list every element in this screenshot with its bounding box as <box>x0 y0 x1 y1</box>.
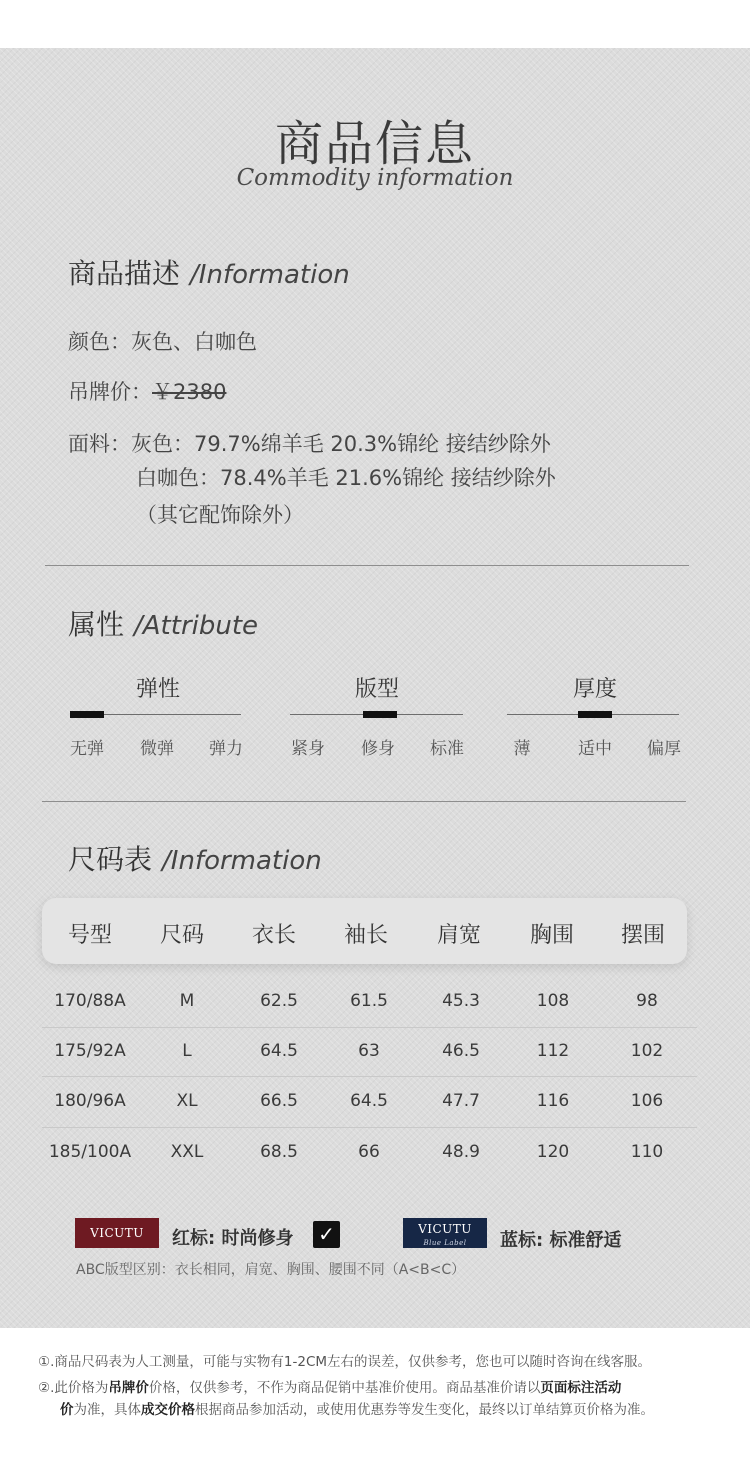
column-header: 袖长 <box>343 923 388 948</box>
table-cell: 110 <box>630 1142 664 1162</box>
table-cell: 170/88A <box>54 991 126 1011</box>
table-cell: 45.3 <box>442 991 480 1011</box>
blue-label-logo <box>403 1218 487 1248</box>
table-cell: 61.5 <box>350 991 388 1011</box>
attr-fit-label: 标准 <box>430 739 464 759</box>
note-emphasis: 价 <box>60 1402 74 1418</box>
table-cell: 66 <box>358 1142 380 1162</box>
description-heading-cn: 商品描述 <box>68 257 181 290</box>
blue-label-logo-text: VICUTU <box>418 1222 472 1236</box>
fabric-gray: 灰色：79.7%绵羊毛 20.3%锦纶 接结纱除外 <box>131 432 551 456</box>
attr-fit-label: 紧身 <box>291 739 325 759</box>
note-emphasis: 吊牌价 <box>108 1380 149 1396</box>
row-divider <box>42 1027 697 1028</box>
price-value: ￥2380 <box>152 380 227 404</box>
note-text: 为准，具体 <box>73 1402 141 1418</box>
table-cell: XXL <box>170 1142 204 1162</box>
size-table-heading <box>68 838 322 878</box>
table-cell: M <box>179 991 195 1011</box>
table-cell: L <box>182 1041 192 1061</box>
size-table-heading-en: /Information <box>162 846 322 876</box>
table-cell: 108 <box>536 991 570 1011</box>
column-header: 尺码 <box>159 923 204 948</box>
table-cell: 120 <box>536 1142 570 1162</box>
note-3 <box>60 1398 654 1418</box>
table-cell: 68.5 <box>260 1142 298 1162</box>
table-cell: 185/100A <box>48 1142 132 1162</box>
attr-thickness-label: 偏厚 <box>647 739 681 759</box>
column-header: 衣长 <box>251 923 296 948</box>
red-label-logo: VICUTU <box>75 1218 159 1248</box>
note-text: 价格，仅供参考，不作为商品促销中基准价使用。商品基准价请以 <box>148 1380 541 1396</box>
table-cell: 66.5 <box>260 1091 298 1111</box>
attr-fit-marker <box>363 711 397 718</box>
description-heading-en: /Information <box>190 260 350 290</box>
attr-fit-title: 版型 <box>354 677 399 702</box>
red-label-text: 红标: 时尚修身 <box>172 1228 294 1249</box>
table-cell: 64.5 <box>260 1041 298 1061</box>
column-header: 肩宽 <box>436 923 481 948</box>
table-cell: 180/96A <box>54 1091 126 1111</box>
fabric-line-1 <box>68 428 551 458</box>
attr-elasticity-label: 微弹 <box>140 739 174 759</box>
color-line <box>68 326 257 356</box>
note-1: ①.商品尺码表为人工测量，可能与实物有1-2CM左右的误差，仅供参考，您也可以随时咨询在线客服。 <box>38 1354 652 1370</box>
note-emphasis: 页面标注活动 <box>540 1380 622 1396</box>
color-label: 颜色： <box>68 330 131 354</box>
divider <box>42 801 686 802</box>
attr-elasticity-label: 无弹 <box>70 739 104 759</box>
table-cell: 175/92A <box>54 1041 126 1061</box>
attr-thickness-label: 薄 <box>513 739 531 759</box>
table-cell: 48.9 <box>442 1142 480 1162</box>
blue-label-text: 蓝标: 标准舒适 <box>500 1230 622 1251</box>
price-label: 吊牌价： <box>68 380 152 404</box>
table-cell: 102 <box>630 1041 664 1061</box>
divider <box>45 565 689 566</box>
page-subtitle: Commodity information <box>236 165 514 191</box>
attribute-heading-en: /Attribute <box>134 611 259 641</box>
attribute-heading-cn: 属性 <box>68 608 125 641</box>
abc-fit-note: ABC版型区别：衣长相同，肩宽、胸围、腰围不同（A<B<C） <box>76 1262 466 1278</box>
description-heading <box>68 252 350 292</box>
column-header: 号型 <box>67 923 112 948</box>
color-value: 灰色、白咖色 <box>131 330 257 354</box>
table-cell: 62.5 <box>260 991 298 1011</box>
attr-elasticity-marker <box>70 711 104 718</box>
attr-thickness-label: 适中 <box>578 739 612 759</box>
table-cell: 98 <box>636 991 658 1011</box>
table-cell: 112 <box>536 1041 570 1061</box>
note-2 <box>38 1376 621 1396</box>
attr-elasticity-title: 弹性 <box>135 677 180 702</box>
attribute-heading <box>68 603 258 643</box>
column-header: 胸围 <box>529 923 574 948</box>
note-text: ②.此价格为 <box>38 1380 109 1396</box>
table-cell: XL <box>176 1091 198 1111</box>
checkmark-icon: ✓ <box>313 1221 340 1248</box>
note-text: 根据商品参加活动，或使用优惠券等发生变化，最终以订单结算页价格为准。 <box>195 1402 654 1418</box>
fabric-line-3: （其它配饰除外） <box>136 503 304 527</box>
attr-thickness-title: 厚度 <box>572 677 617 702</box>
table-cell: 46.5 <box>442 1041 480 1061</box>
table-cell: 47.7 <box>442 1091 480 1111</box>
price-line <box>68 376 226 406</box>
row-divider <box>42 1127 697 1128</box>
fabric-line-2: 白咖色：78.4%羊毛 21.6%锦纶 接结纱除外 <box>136 466 556 490</box>
column-header: 摆围 <box>620 923 665 948</box>
attr-fit-label: 修身 <box>361 739 395 759</box>
table-cell: 63 <box>358 1041 380 1061</box>
fabric-label: 面料： <box>68 432 131 456</box>
table-cell: 106 <box>630 1091 664 1111</box>
note-emphasis: 成交价格 <box>141 1402 195 1418</box>
blue-label-logo-sub: Blue Label <box>423 1239 467 1247</box>
row-divider <box>42 1076 697 1077</box>
table-cell: 64.5 <box>350 1091 388 1111</box>
attr-elasticity-label: 弹力 <box>209 739 243 759</box>
table-cell: 116 <box>536 1091 570 1111</box>
page-title: 商品信息 <box>274 116 475 172</box>
attr-thickness-marker <box>578 711 612 718</box>
size-table-heading-cn: 尺码表 <box>68 843 153 876</box>
